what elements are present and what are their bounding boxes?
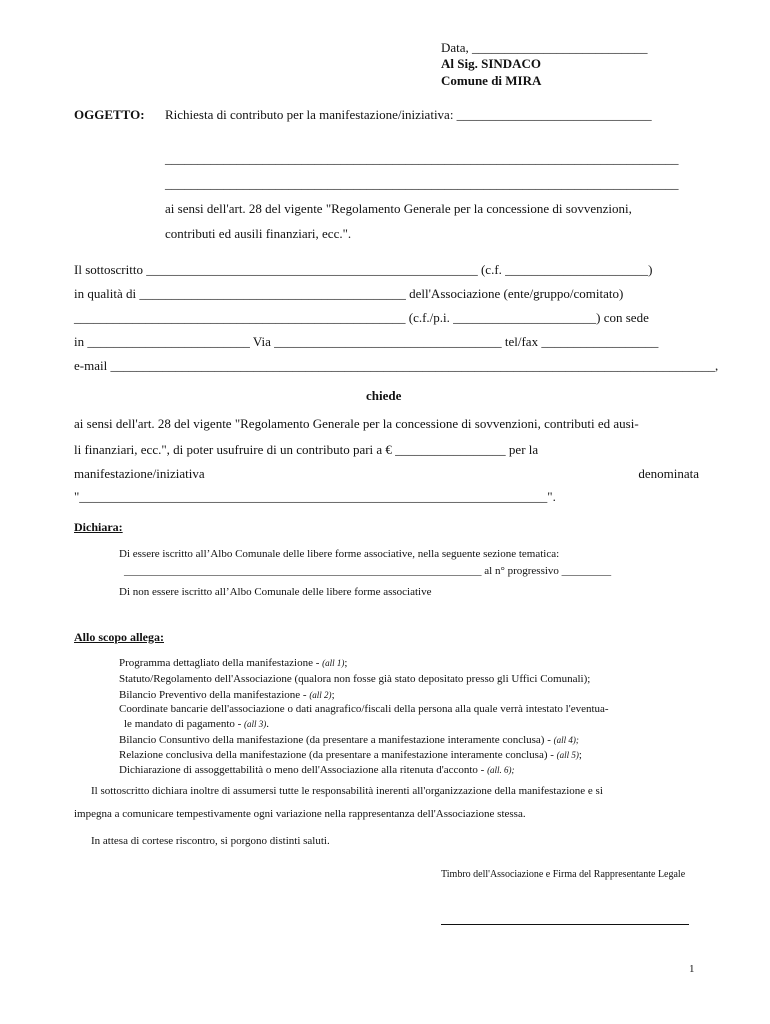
applicant-association-line: ___________________________________________________ (c.f./p.i. ______________________) con sede: [74, 310, 649, 325]
signature-caption: Timbro dell'Associazione e Firma del Rappresentante Legale: [441, 869, 686, 880]
attachment-item: Programma dettagliato della manifestazione - (all 1);: [119, 657, 348, 669]
declaration-heading: Dichiara:: [74, 520, 123, 534]
declaration-option-registered-cont: _________________________________________________________________ al n° progressivo _________: [124, 565, 612, 577]
closing-greeting: In attesa di cortese riscontro, si porgono distinti saluti.: [91, 835, 330, 847]
subject-line: Richiesta di contributo per la manifestazione/iniziativa: ______________________________: [165, 107, 652, 122]
subject-label: OGGETTO:: [74, 107, 145, 122]
request-line-left: manifestazione/iniziativa: [74, 466, 205, 481]
page-number: 1: [689, 963, 695, 975]
attachment-item: Bilancio Consuntivo della manifestazione (da presentare a manifestazione interamente conclusa) - (all 4);: [119, 734, 579, 746]
attachment-item: Bilancio Preventivo della manifestazione - (all 2);: [119, 689, 335, 701]
applicant-name-line: Il sottoscritto ___________________________________________________ (c.f. ______________________): [74, 262, 653, 277]
request-line: [74, 466, 699, 482]
closing-paragraph: Il sottoscritto dichiara inoltre di assumersi tutte le responsabilità inerenti all'organizzazione della manifestazione e si: [91, 785, 603, 797]
declaration-option-not-registered: Di non essere iscritto all’Albo Comunale delle libere forme associative: [119, 586, 432, 598]
attachment-item: Coordinate bancarie dell'associazione o dati anagrafico/fiscali della persona alla quale verrà intestato l'eventua-: [119, 703, 609, 715]
attachment-item: Relazione conclusiva della manifestazione (da presentare a manifestazione interamente conclusa) - (all 5);: [119, 749, 582, 761]
attachment-item: Statuto/Regolamento dell'Associazione (qualora non fosse già stato depositato presso gli Uffici Comunali);: [119, 673, 591, 685]
attachment-item-cont: le mandato di pagamento - (all 3).: [124, 718, 270, 730]
applicant-email-line: e-mail _____________________________________________________________________________________________,: [74, 358, 719, 373]
attachment-item: Dichiarazione di assoggettabilità o meno dell'Associazione alla ritenuta d'acconto - (all. 6);: [119, 764, 515, 776]
subject-reference: ai sensi dell'art. 28 del vigente "Regolamento Generale per la concessione di sovvenzioni,: [165, 201, 632, 216]
subject-blank-line: _______________________________________________________________________________: [165, 151, 679, 166]
subject-reference-cont: contributi ed ausili finanziari, ecc.".: [165, 226, 352, 241]
request-line-right: denominata: [638, 466, 699, 481]
applicant-role-line: in qualità di _________________________________________ dell'Associazione (ente/gruppo/comitato): [74, 286, 624, 301]
municipality-line: Comune di MIRA: [441, 73, 542, 88]
subject-blank-line: _______________________________________________________________________________: [165, 176, 679, 191]
recipient-line: Al Sig. SINDACO: [441, 56, 542, 71]
closing-paragraph-cont: impegna a comunicare tempestivamente ogni variazione nella rappresentanza dell'Associazione stessa.: [74, 808, 526, 820]
request-line: li finanziari, ecc.", di poter usufruire di un contributo pari a € _________________ per la: [74, 442, 539, 457]
request-line: ai sensi dell'art. 28 del vigente "Regolamento Generale per la concessione di sovvenzioni, contributi ed ausi-: [74, 416, 639, 431]
applicant-address-line: in _________________________ Via ___________________________________ tel/fax __________________: [74, 334, 659, 349]
attachments-heading: Allo scopo allega:: [74, 630, 164, 644]
signature-line: [441, 924, 689, 925]
date-line: Data, ___________________________: [441, 40, 648, 55]
declaration-option-registered: Di essere iscritto all’Albo Comunale delle libere forme associative, nella seguente sezione tematica:: [119, 548, 560, 560]
request-heading: chiede: [366, 388, 402, 403]
request-initiative-name-line: "________________________________________________________________________".: [74, 489, 556, 504]
